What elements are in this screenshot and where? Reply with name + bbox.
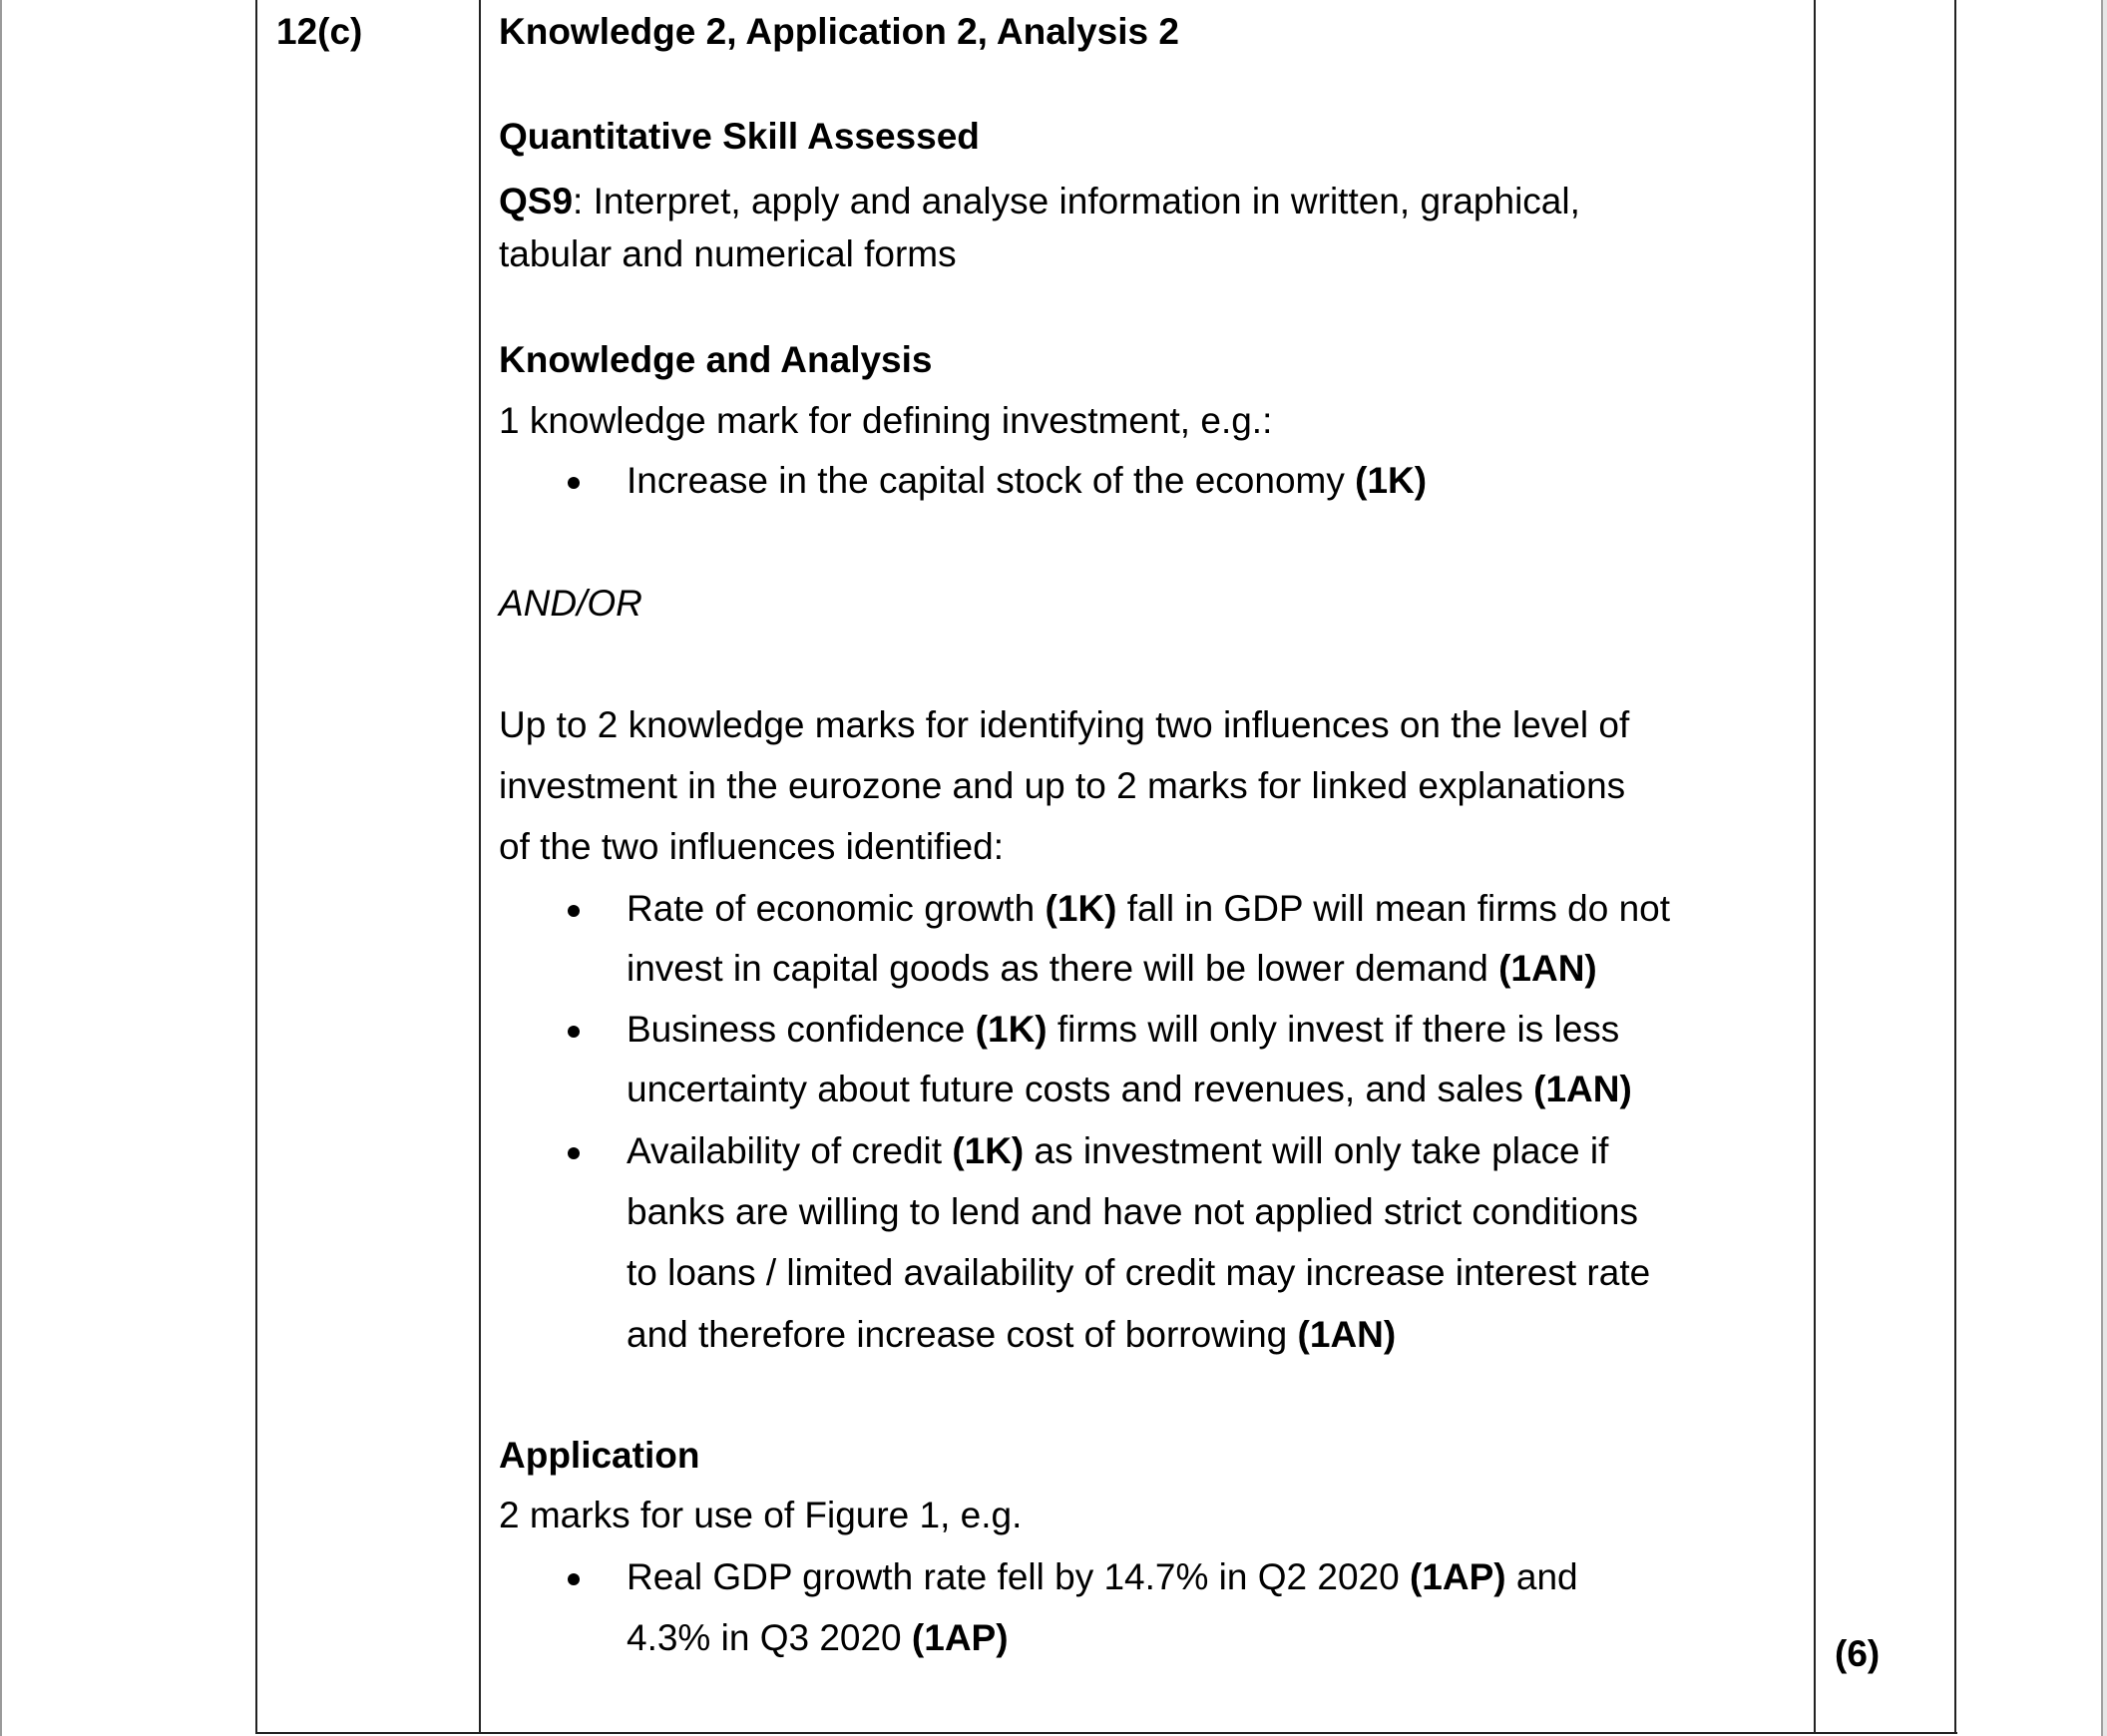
text-segment: Business confidence [627, 1009, 976, 1050]
bullet-icon [568, 905, 580, 917]
bullet-icon [568, 1026, 580, 1038]
text-segment: banks are willing to lend and have not applied strict conditions [627, 1191, 1639, 1232]
table-column-divider [1814, 0, 1816, 1734]
text-line [499, 112, 980, 162]
table-border-bottom [256, 1732, 1957, 1734]
table-column-divider [479, 0, 481, 1734]
text-line [499, 177, 1580, 226]
table-border-right [1954, 0, 1956, 1734]
text-segment: (1K) [1045, 888, 1117, 929]
text-segment: (1K) [1355, 460, 1428, 501]
text-segment: (1AN) [1297, 1314, 1397, 1355]
text-line [499, 229, 957, 279]
page-left-edge [0, 0, 2, 1736]
bullet-item [627, 456, 1427, 506]
text-line [499, 822, 1004, 872]
text-segment: (1AP) [1409, 1556, 1506, 1597]
text-line [499, 396, 1272, 446]
text-line [499, 335, 933, 385]
text-line [627, 1187, 1638, 1237]
text-segment: (1K) [952, 1130, 1025, 1171]
text-line [499, 579, 642, 629]
text-segment: AND/OR [499, 583, 642, 624]
text-segment: fall in GDP will mean firms do not [1116, 888, 1671, 929]
scrollbar[interactable] [2101, 0, 2107, 1736]
bullet-item [627, 1005, 1619, 1055]
text-line [627, 1248, 1650, 1298]
text-line [627, 1613, 1009, 1663]
text-segment: 1 knowledge mark for defining investment, e.g.: [499, 400, 1273, 441]
text-segment: and therefore increase cost of borrowing [627, 1314, 1298, 1355]
question-number: 12(c) [276, 11, 363, 52]
text-segment: 2 marks for use of Figure 1, e.g. [499, 1495, 1023, 1535]
text-segment: Increase in the capital stock of the economy [627, 460, 1356, 501]
text-segment: : Interpret, apply and analyse information in written, graphical, [573, 181, 1580, 221]
text-segment: of the two influences identified: [499, 826, 1004, 867]
text-segment: tabular and numerical forms [499, 233, 957, 274]
text-line [499, 1491, 1022, 1540]
text-segment: Real GDP growth rate fell by 14.7% in Q2 2020 [627, 1556, 1410, 1597]
text-segment: and [1505, 1556, 1578, 1597]
text-segment: Quantitative Skill Assessed [499, 116, 980, 157]
bullet-item [627, 1552, 1578, 1602]
text-segment: Application [499, 1435, 700, 1476]
text-segment: Knowledge 2, Application 2, Analysis 2 [499, 11, 1179, 52]
text-segment: invest in capital goods as there will be lower demand [627, 948, 1499, 989]
text-line [627, 1065, 1632, 1114]
text-segment: (1AN) [1533, 1069, 1632, 1109]
table-border-left [255, 0, 257, 1734]
text-segment: to loans / limited availability of credit may increase interest rate [627, 1252, 1651, 1293]
bullet-icon [568, 1573, 580, 1585]
text-segment: Rate of economic growth [627, 888, 1046, 929]
text-segment: investment in the eurozone and up to 2 marks for linked explanations [499, 765, 1626, 806]
text-segment: firms will only invest if there is less [1047, 1009, 1620, 1050]
text-line [499, 7, 1179, 57]
text-segment: Availability of credit [627, 1130, 953, 1171]
text-segment: QS9 [499, 181, 574, 221]
bullet-item [627, 1126, 1608, 1176]
text-line [627, 944, 1597, 994]
bullet-icon [568, 1147, 580, 1159]
text-segment: Knowledge and Analysis [499, 339, 933, 380]
text-segment: as investment will only take place if [1024, 1130, 1609, 1171]
text-segment: 4.3% in Q3 2020 [627, 1617, 912, 1658]
text-line [627, 1310, 1396, 1360]
text-segment: (1AN) [1498, 948, 1597, 989]
bullet-icon [568, 477, 580, 489]
text-line [499, 1431, 699, 1481]
text-segment: (1K) [975, 1009, 1048, 1050]
text-segment: uncertainty about future costs and revenues, and sales [627, 1069, 1534, 1109]
text-segment: (1AP) [911, 1617, 1009, 1658]
text-line [499, 761, 1625, 811]
marks-total: (6) [1835, 1633, 1881, 1674]
text-line [499, 700, 1629, 750]
bullet-item [627, 884, 1670, 934]
text-segment: Up to 2 knowledge marks for identifying two influences on the level of [499, 704, 1630, 745]
